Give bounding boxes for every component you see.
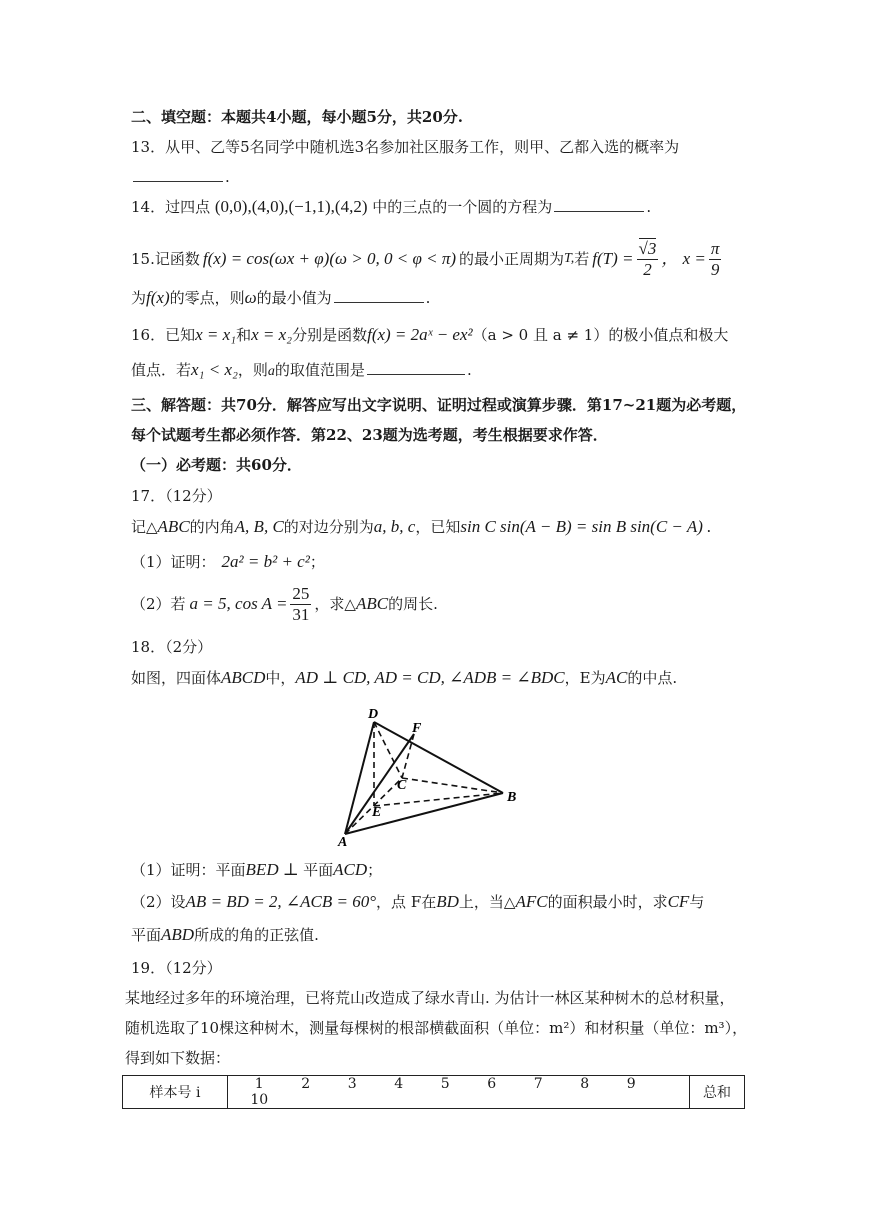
q18-stem: 如图，四面体ABCD中，AD ⊥ CD, AD = CD, ∠ADB = ∠BDC，E为AC的中点. (131, 668, 678, 687)
table-cell: 4 (394, 1076, 404, 1092)
q17-stem: 记△ABC的内角A, B, C的对边分别为a, b, c，已知sin C sin(A − B) = sin B sin(C − A) . (131, 517, 712, 536)
q19-line2: 随机选取了10棵这种树木，测量每棵树的根部横截面积（单位：m²）和材积量（单位：m³）， (125, 1019, 748, 1037)
q13-line1: 13．从甲、乙等5名同学中随机选3名参加社区服务工作，则甲、乙都入选的概率为 (131, 138, 680, 156)
q18-header: 18．（2分） (131, 638, 213, 656)
answer-blank (133, 167, 223, 182)
table-cell: 8 (580, 1076, 590, 1092)
fraction-25-over-31: $\frac{25}{31}$ (292, 583, 310, 624)
q15-line1: 15.记函数 f(x) = cos(ωx + φ)(ω > 0, 0 < φ < π) 的最小正周期为 T, 若 f(T) = $\frac{√3}{2}$ ， x = $\frac{\pi}{9}$ (131, 238, 720, 279)
table-cell: 1 (254, 1076, 264, 1092)
table-cell: 9 (626, 1076, 636, 1092)
table-header-label: 样本号 i (123, 1076, 228, 1109)
label-F: F (412, 721, 422, 736)
q17-part2: （2）若 a = 5, cos A = $\frac{25}{31}$ ，求△ ABC 的周长. (131, 583, 438, 624)
q18-part2-line2: 平面ABD所成的角的正弦值. (131, 925, 319, 944)
section3-line2: 每个试题考生都必须作答．第22、23题为选考题，考生根据要求作答． (131, 426, 608, 444)
q15-function: f(x) = cos(ωx + φ)(ω > 0, 0 < φ < π) (202, 249, 456, 268)
table-cell: 10 (250, 1092, 269, 1108)
edge-DA (345, 722, 374, 834)
sample-table (122, 1075, 745, 1109)
answer-blank (367, 360, 465, 375)
edge-DB (374, 722, 503, 793)
table-total-label: 总和 (690, 1076, 745, 1109)
q14-points: (0,0),(4,0),(−1,1),(4,2) (214, 197, 368, 216)
q15-line2: 为f(x)的零点，则ω的最小值为 . (131, 288, 431, 307)
label-C: C (397, 778, 407, 793)
fraction-sqrt3-over-2: $\frac{√3}{2}$ (638, 238, 657, 279)
label-A: A (338, 835, 348, 850)
answer-blank (334, 288, 424, 303)
q16-line2: 值点．若x₁ < x₂，则a的取值范围是 . (131, 360, 472, 379)
section2-heading: 二、填空题：本题共4小题，每小题5分，共20分. (131, 108, 463, 126)
fraction-pi-over-9: $\frac{\pi}{9}$ (710, 238, 720, 279)
table-cell: 3 (347, 1076, 357, 1092)
table-cell: 7 (533, 1076, 543, 1092)
label-E: E (372, 805, 382, 820)
table-sample-numbers (228, 1076, 690, 1109)
q13-line2: . (131, 167, 230, 187)
table-cell: 6 (487, 1076, 497, 1092)
table-row (123, 1076, 745, 1109)
q18-part1: （1）证明：平面BED ⊥ 平面ACD； (131, 860, 383, 879)
tetrahedron-figure (330, 700, 530, 850)
edge-EB (374, 793, 503, 806)
q19-line3: 得到如下数据： (125, 1049, 231, 1067)
answer-blank (554, 197, 644, 212)
table-cell: 2 (301, 1076, 311, 1092)
q19-line1: 某地经过多年的环境治理，已将荒山改造成了绿水青山. 为估计一林区某种树木的总材积量， (125, 989, 735, 1007)
section3-subheading: （一）必考题：共60分． (131, 456, 302, 474)
label-B: B (507, 790, 517, 805)
section3-line1: 三、解答题：共70分．解答应写出文字说明、证明过程或演算步骤．第17~21题为必考题， (131, 396, 747, 414)
q18-part2: （2）设AB = BD = 2, ∠ACB = 60°，点 F在BD上，当△AFC的面积最小时，求CF与 (131, 892, 705, 911)
q17-part1: （1）证明： 2a² = b² + c²； (131, 552, 325, 571)
table-cell: 5 (440, 1076, 450, 1092)
q17-header: 17．（12分） (131, 487, 222, 505)
q14: 14．过四点 (0,0),(4,0),(−1,1),(4,2) 中的三点的一个圆的方程为 . (131, 197, 652, 216)
label-D: D (368, 707, 379, 722)
q19-header: 19．（12分） (131, 959, 222, 977)
q16-line1: 16．已知x = x₁和x = x₂分别是函数f(x) = 2aˣ − ex²（a > 0 且 a ≠ 1）的极小值点和极大 (131, 325, 729, 344)
